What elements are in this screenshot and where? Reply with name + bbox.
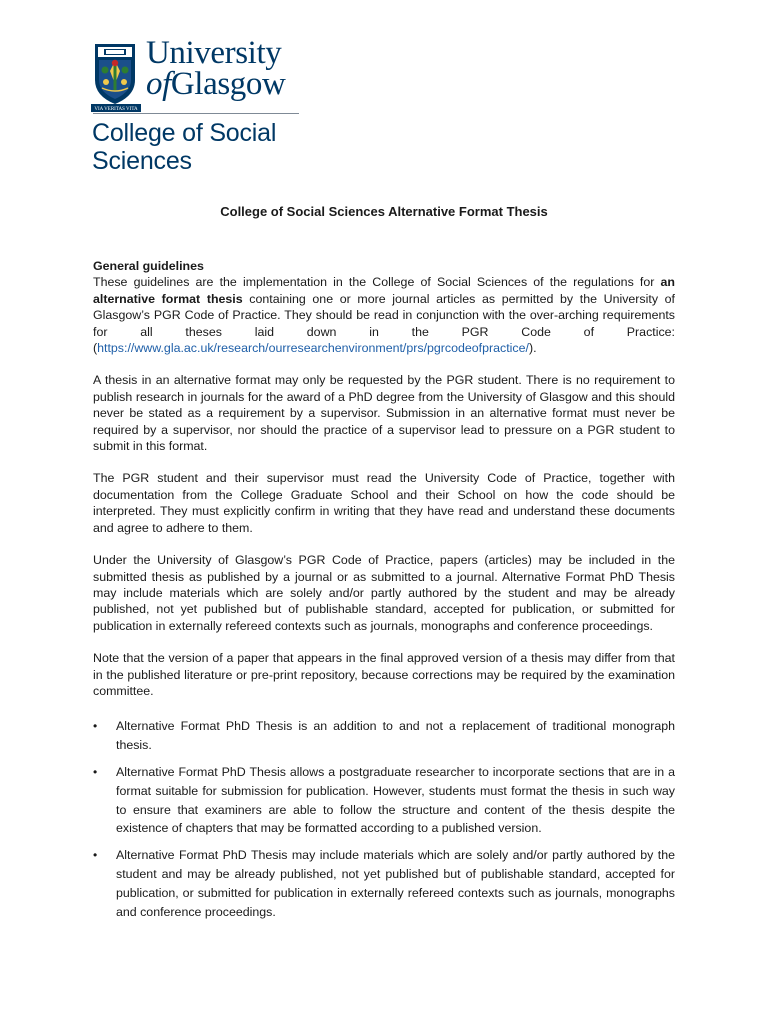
university-wordmark xyxy=(146,35,286,102)
header-divider xyxy=(93,113,299,114)
document-body xyxy=(93,258,675,929)
list-item xyxy=(93,763,675,838)
guideline-bullet-list xyxy=(93,717,675,921)
paragraph-code-of-practice: The PGR student and their supervisor must read the University Code of Practice, together with documentation from the College Graduate School and their School on how the code should be interpreted. They must explicitly confirm in writing that they have read and understand these documents and agree to adhere to them. xyxy=(93,471,675,535)
bullet-icon: • xyxy=(93,764,98,779)
list-item xyxy=(93,717,675,755)
college-name-line1: College of Social xyxy=(92,119,277,147)
paragraph-request: A thesis in an alternative format may only be requested by the PGR student. There is no requirement to publish research in journals for the award of a PhD degree from the University of Glasgow and this should never be stated as a requirement by a supervisor. Submission in an alternative format must never be required by a supervisor, nor should the practice of a supervisor lead to pressure on a PGR student to submit in this format. xyxy=(93,373,675,454)
list-item-text: Alternative Format PhD Thesis may include materials which are solely and/or partly authored by the student and may be already published, not yet published but of publishable standard, accepted for publication, or submitted for publication in externally refereed contexts such as journals, monographs and conference proceedings. xyxy=(116,848,675,919)
bullet-icon: • xyxy=(93,848,98,863)
university-logo xyxy=(93,35,303,112)
document-title: College of Social Sciences Alternative Format Thesis xyxy=(220,204,548,219)
college-name xyxy=(92,119,276,175)
university-name-line2 xyxy=(146,66,286,102)
intro-text-bold: an alternative format thesis xyxy=(93,275,675,306)
list-item-text: Alternative Format PhD Thesis allows a postgraduate researcher to incorporate sections that are in a format suitable for submission for publication. However, students must format the thesis in such way to ensure that examiners are able to follow the structure and content of the thesis despite the existence of chapters that may be formatted according to a published version. xyxy=(116,764,675,836)
intro-text-end: ). xyxy=(528,341,537,356)
paragraph-versions: Note that the version of a paper that appears in the final approved version of a thesis may differ from that in the published literature or pre-print repository, because corrections may be required by the examination committee. xyxy=(93,651,675,698)
paragraph-intro xyxy=(93,274,675,356)
university-name-of: of xyxy=(146,66,171,102)
list-item-text: Alternative Format PhD Thesis is an addition to and not a replacement of traditional monograph thesis. xyxy=(116,719,675,753)
list-item xyxy=(93,846,675,921)
university-name-glasgow: Glasgow xyxy=(170,66,286,102)
university-name-line1: University xyxy=(146,35,282,71)
university-crest-icon xyxy=(93,42,137,106)
college-name-line2: Sciences xyxy=(92,147,192,175)
intro-text-start: These guidelines are the implementation in the College of Social Sciences of the regulations for xyxy=(93,275,661,290)
section-heading: General guidelines xyxy=(93,259,204,273)
intro-text-middle: containing one or more journal articles as permitted by the University of Glasgow’s PGR Code of Practice. They should be read in conjunction with the over-arching requirements for all theses laid down in the PGR Code of Practice: ( xyxy=(93,291,675,356)
bullet-icon: • xyxy=(93,719,98,734)
paragraph-papers: Under the University of Glasgow’s PGR Code of Practice, papers (articles) may be included in the submitted thesis as published by a journal or as submitted to a journal. Alternative Format PhD Thesis may include materials which are solely and/or partly authored by the student and may be already published, not yet published but of publishable standard, accepted for publication, or submitted for publication in externally refereed contexts such as journals, monographs and conference proceedings. xyxy=(93,553,675,633)
code-of-practice-link[interactable]: https://www.gla.ac.uk/research/ourresearchenvironment/prs/pgrcodeofpractice/ xyxy=(97,341,529,356)
crest-motto-banner xyxy=(91,104,141,112)
svg-text:VIA VERITAS VITA: VIA VERITAS VITA xyxy=(94,107,138,112)
